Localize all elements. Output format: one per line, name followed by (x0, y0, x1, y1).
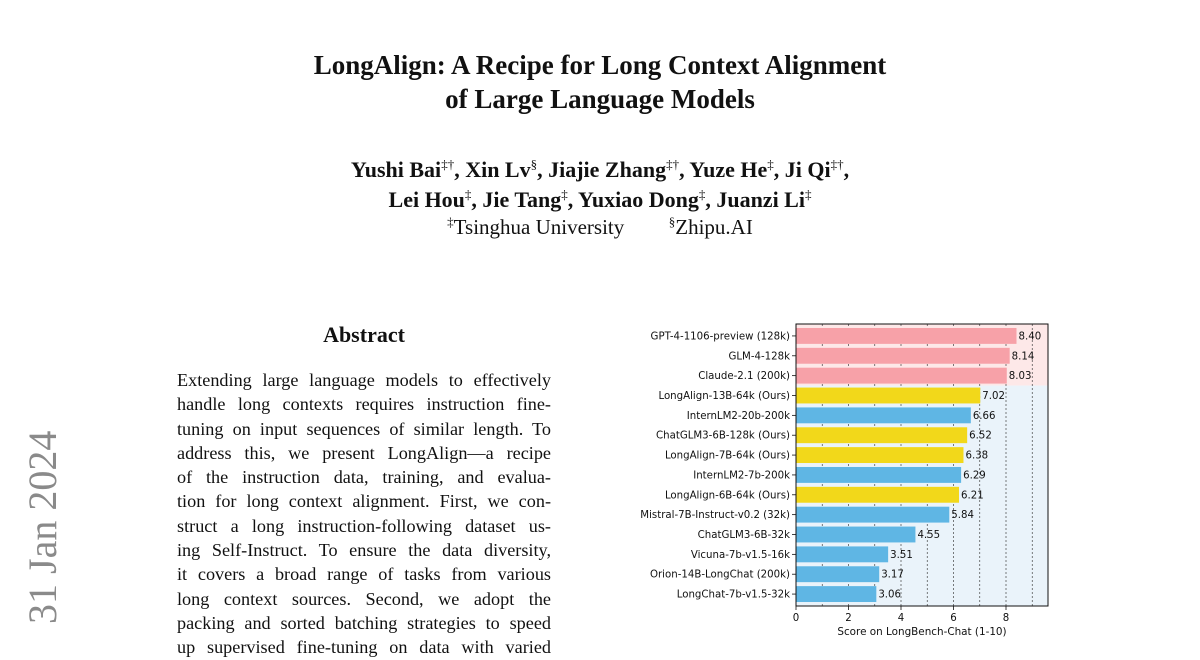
affiliation-zhipu (669, 215, 753, 239)
author-affiliation-mark: ‡† (441, 156, 455, 172)
title-line-2: of Large Language Models (445, 84, 755, 114)
category-label: GPT-4-1106-preview (128k) (650, 331, 790, 343)
abstract-heading: Abstract (323, 322, 405, 347)
bar (796, 487, 959, 503)
abstract-line: tuning on input sequences of similar length. To (177, 418, 551, 439)
author-affiliation-mark: § (530, 156, 538, 172)
x-tick-label: 8 (1002, 613, 1010, 624)
author-line-2: Lei Hou‡, Jie Tang‡, Yuxiao Dong‡, Juanzi Li‡ (388, 186, 812, 212)
abstract-line: tion for long context alignment. First, we con- (177, 491, 551, 512)
value-label: 8.40 (1018, 331, 1042, 343)
abstract-line: Extending large language models to effectively (177, 370, 551, 390)
bar (796, 586, 876, 602)
author-name: Yuxiao Dong (577, 187, 699, 212)
value-label: 6.66 (972, 410, 996, 422)
value-label: 6.21 (961, 490, 984, 502)
author-name: Yuze He (689, 157, 768, 182)
author-name: Jiajie Zhang (548, 157, 667, 182)
abstract-line: ing Self-Instruct. To ensure the data diversity, (177, 540, 551, 561)
author-affiliation-mark: ‡ (804, 186, 812, 202)
abstract-line: long context sources. Second, we adopt the (177, 588, 551, 609)
value-label: 6.29 (963, 470, 986, 482)
category-label: LongAlign-13B-64k (Ours) (658, 391, 790, 402)
author-affiliation-mark: ‡† (830, 156, 844, 172)
arxiv-date-text: 31 Jan 2024 (20, 430, 65, 624)
bar (796, 427, 967, 443)
category-label: InternLM2-20b-200k (686, 410, 790, 422)
author-affiliation-mark: ‡ (767, 156, 774, 172)
abstract-line: packing and sorted batching strategies to speed (177, 612, 551, 633)
x-tick-label: 6 (950, 613, 957, 624)
value-label: 6.38 (965, 450, 989, 462)
paper-title (0, 48, 1200, 116)
affiliation-mark: ‡ (447, 214, 454, 229)
author-affiliation-mark: ‡ (698, 186, 706, 202)
value-label: 3.06 (878, 589, 902, 601)
category-label: Claude-2.1 (200k) (698, 371, 790, 383)
bar (796, 368, 1007, 384)
value-label: 3.17 (881, 569, 904, 581)
category-label: InternLM2-7b-200k (693, 470, 790, 482)
category-label: GLM-4-128k (728, 351, 790, 363)
value-label: 6.52 (969, 430, 992, 442)
author-name: Lei Hou (388, 187, 465, 212)
bar (796, 467, 961, 483)
value-label: 7.02 (982, 391, 1005, 402)
category-label: LongChat-7b-v1.5-32k (676, 589, 790, 601)
category-label: Mistral-7B-Instruct-v0.2 (32k) (640, 510, 790, 522)
affiliation-name: Tsinghua University (453, 215, 625, 239)
bar (796, 388, 980, 404)
longbench-chat-bar-chart (600, 316, 1070, 646)
affiliation-tsinghua (447, 215, 624, 239)
abstract-line: up supervised fine-tuning on data with varied (177, 637, 551, 658)
abstract-line: struct a long instruction-following dataset us- (177, 515, 551, 536)
bar (796, 566, 879, 582)
author-name: Ji Qi (784, 157, 831, 182)
abstract-body (177, 368, 551, 660)
bar (796, 328, 1017, 344)
abstract-line: handle long contexts requires instruction fine- (177, 394, 551, 415)
affiliation-mark: § (668, 214, 676, 229)
bar (796, 507, 949, 523)
x-tick-label: 4 (897, 613, 905, 624)
bar (796, 527, 915, 543)
author-affiliation-mark: ‡ (561, 186, 568, 202)
affiliation-name: Zhipu.AI (675, 215, 753, 239)
title-line-1: LongAlign: A Recipe for Long Context Alignment (313, 50, 887, 80)
abstract-line: it covers a broad range of tasks from various (177, 564, 551, 585)
category-label: ChatGLM3-6B-32k (697, 530, 790, 541)
value-label: 4.55 (917, 530, 941, 541)
author-affiliation-mark: ‡† (666, 156, 680, 172)
author-affiliation-mark: ‡ (464, 186, 472, 202)
affiliations (0, 214, 1200, 240)
author-name: Jie Tang (482, 187, 562, 212)
category-label: LongAlign-7B-64k (Ours) (664, 450, 790, 462)
value-label: 8.03 (1008, 371, 1032, 383)
value-label: 3.51 (890, 549, 913, 561)
author-name: Yushi Bai (350, 157, 442, 182)
category-label: ChatGLM3-6B-128k (Ours) (656, 430, 790, 442)
x-tick-label: 0 (792, 613, 800, 624)
abstract-line: of the instruction data, training, and evalua- (177, 467, 551, 488)
x-axis-label: Score on LongBench-Chat (1-10) (837, 626, 1007, 638)
author-list (0, 155, 1200, 215)
bar (796, 348, 1010, 364)
value-label: 8.14 (1011, 351, 1035, 363)
value-label: 5.84 (951, 510, 974, 522)
x-tick-label: 2 (845, 613, 852, 624)
abstract-line: address this, we present LongAlign—a recipe (177, 442, 551, 463)
bar (796, 407, 971, 423)
bar (796, 546, 888, 562)
category-label: Vicuna-7b-v1.5-16k (690, 549, 790, 561)
author-name: Xin Lv (465, 157, 531, 182)
category-label: Orion-14B-LongChat (200k) (649, 569, 790, 581)
author-name: Juanzi Li (716, 187, 805, 212)
bar (796, 447, 963, 463)
category-label: LongAlign-6B-64k (Ours) (664, 490, 790, 502)
arxiv-date-stamp (20, 428, 83, 624)
author-line-1: Yushi Bai‡†, Xin Lv§, Jiajie Zhang‡†, Yuze He‡, Ji Qi‡†, (350, 156, 850, 182)
